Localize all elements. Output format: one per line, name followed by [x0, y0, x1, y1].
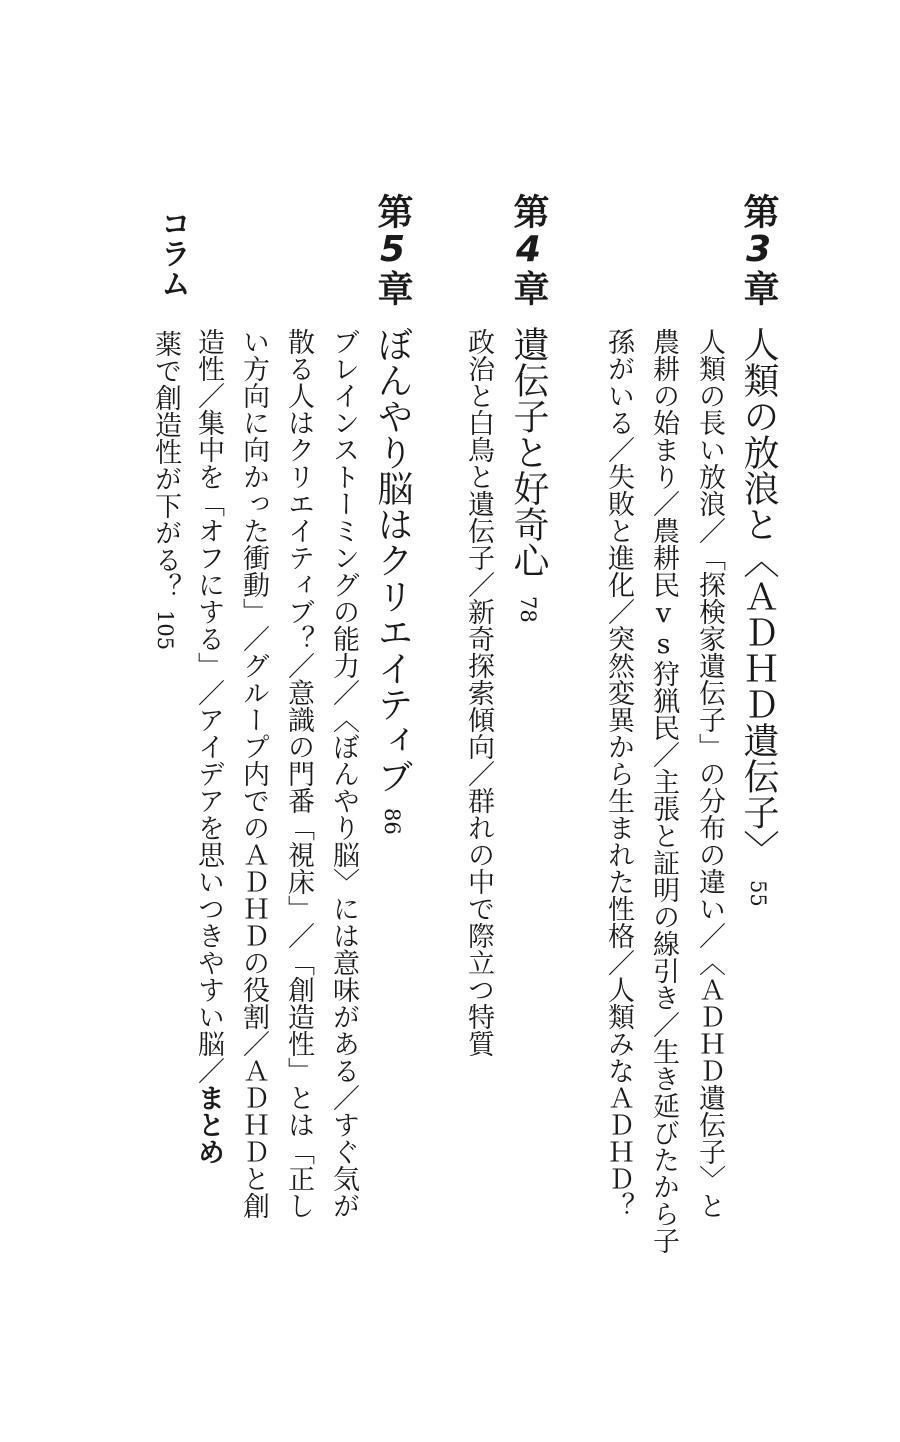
chapter-5-label	[372, 193, 412, 306]
chapter-3-number: 3	[738, 229, 779, 270]
chapter-4-summary-line-1: 政治と白鳥と遺伝子／新奇探索傾向／群れの中で際立つ特質	[463, 328, 494, 1057]
chapter-5-number: 5	[372, 229, 413, 270]
column-label: コラム	[155, 208, 190, 298]
chapter-5-label-suffix: 章	[372, 270, 413, 306]
chapter-3-label-prefix: 第	[738, 193, 779, 229]
chapter-5-label-prefix: 第	[372, 193, 413, 229]
chapter-5-summary-line-3: い方向に向かった衝動」／グループ内でのＡＤＨＤの役割／ＡＤＨＤと創	[238, 328, 269, 1219]
chapter-3-summary-line-1: 人類の長い放浪／「探検家遺伝子」の分布の違い／〈ＡＤＨＤ遺伝子〉と	[694, 328, 725, 1219]
chapter-5-summary-emphasis: まとめ	[193, 1084, 224, 1165]
chapter-4-title-line	[508, 326, 548, 623]
chapter-4-page-number: 78	[516, 596, 540, 623]
column-title-line	[150, 330, 180, 650]
chapter-5-page-number: 86	[380, 808, 404, 835]
column-title: 薬で創造性が下がる？	[150, 330, 181, 600]
chapter-3-summary-line-2: 農耕の始まり／農耕民vs狩猟民／主張と証明の線引き／生き延びたから子	[648, 328, 679, 1254]
chapter-5-summary-line-2: 散る人はクリエイティブ？／意識の門番「視床」／「創造性」とは「正し	[283, 328, 314, 1219]
chapter-3-label-suffix: 章	[738, 270, 779, 306]
chapter-4-label-prefix: 第	[508, 193, 549, 229]
chapter-4-number: 4	[508, 229, 549, 270]
chapter-3-page-number: 55	[746, 880, 770, 907]
chapter-4-label-suffix: 章	[508, 270, 549, 306]
chapter-5-title: ぼんやり脳はクリエイティブ	[372, 326, 413, 794]
column-page-number: 105	[153, 610, 177, 651]
chapter-5-title-line	[372, 326, 412, 835]
chapter-4-label	[508, 193, 548, 306]
chapter-4-title: 遺伝子と好奇心	[508, 326, 549, 578]
chapter-5-summary-line-1: ブレインストーミングの能力／〈ぼんやり脳〉には意味がある／すぐ気が	[328, 328, 359, 1219]
chapter-3-label	[738, 193, 778, 306]
chapter-3-title: 人類の放浪と〈ＡＤＨＤ遺伝子〉	[738, 326, 779, 866]
chapter-5-summary-line-4-text: 造性／集中を「オフにする」／アイデアを思いつきやすい脳／	[193, 328, 224, 1084]
chapter-5-summary-line-4	[193, 328, 223, 1165]
chapter-3-summary-line-3: 孫がいる／失敗と進化／突然変異から生まれた性格／人類みなＡＤＨＤ？	[603, 328, 634, 1219]
chapter-3-title-line	[738, 326, 778, 907]
